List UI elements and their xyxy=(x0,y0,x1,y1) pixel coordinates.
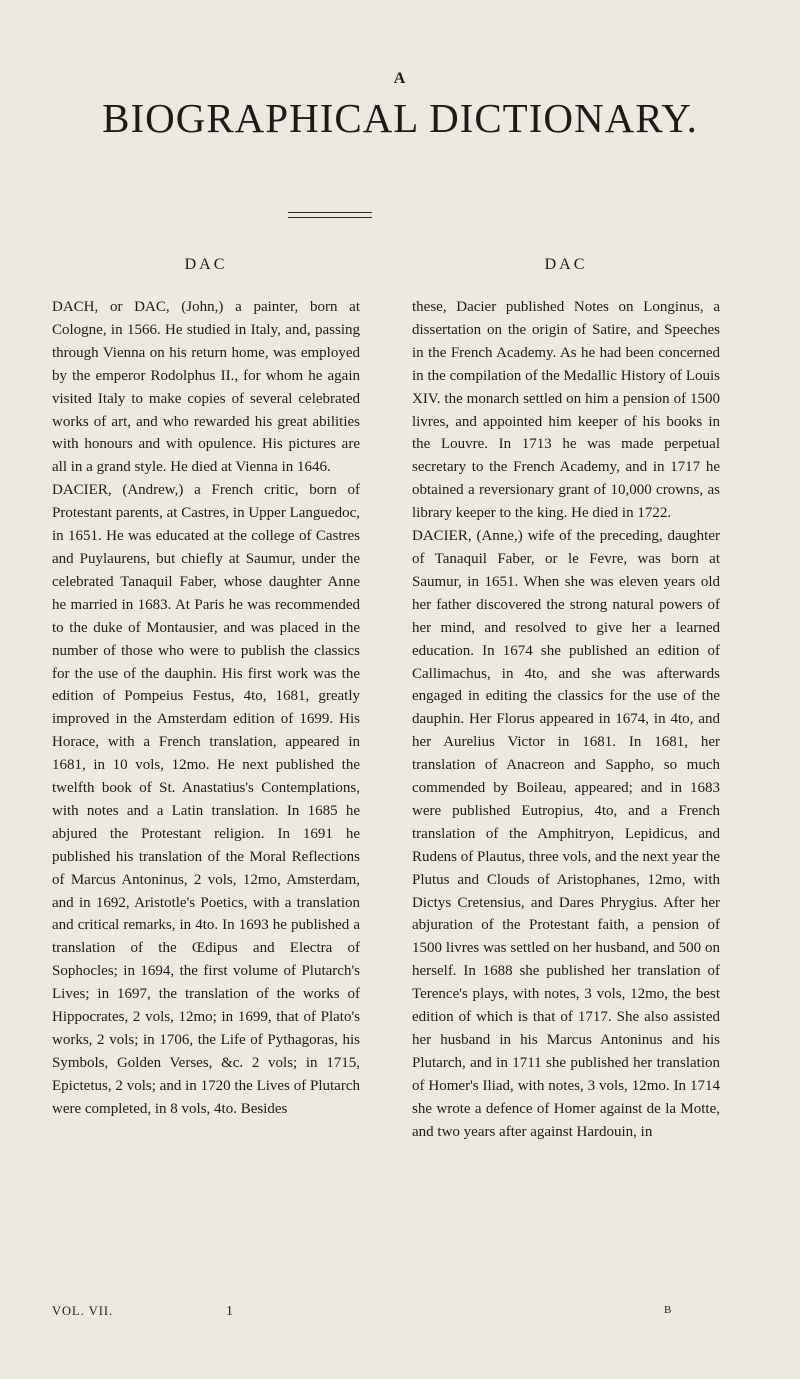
entry-dacier-andrew: DACIER, (Andrew,) a French critic, born of Protestant parents, at Castres, in Upper Languedoc, in 1651. He was educated at the college of Castres and Puylaurens, but chiefly at Saumur, under the celebrated Tanaquil Faber, whose daughter Anne he married in 1683. At Paris he was recommended to the duke of Montausier, and was placed in the number of those who were to publish the classics for the use of the dauphin. His first work was the edition of Pompeius Festus, 4to, 1681, greatly improved in the Amsterdam edition of 1699. His Horace, with a French translation, appeared in 1681, in 10 vols, 12mo. He next published the twelfth book of St. Anastatius's Contemplations, with notes and a Latin translation. In 1685 he abjured the Protestant religion. In 1691 he published his translation of the Moral Reflections of Marcus Antoninus, 2 vols, 12mo, Amsterdam, and in 1692, Aristotle's Poetics, with a translation and critical remarks, in 4to. In 1693 he published a translation of the Œdipus and Electra of Sophocles; in 1694, the first volume of Plutarch's Lives; in 1697, the translation of the works of Hippocrates, 2 vols, 12mo; in 1699, that of Plato's works, 2 vols; in 1706, the Life of Pythagoras, his Symbols, Golden Verses, &c. 2 vols; in 1715, Epictetus, 2 vols; and in 1720 the Lives of Plutarch were completed, in 8 vols, 4to. Besides xyxy=(52,482,360,1117)
entry-dach: DACH, or DAC, (John,) a painter, born at Cologne, in 1566. He studied in Italy, and, passing through Vienna on his return home, was employed by the emperor Rodolphus II., for whom he again visited Italy to make copies of several celebrated works of art, and who rewarded his great abilities with honours and with opulence. His pictures are all in a grand style. He died at Vienna in 1646. xyxy=(52,299,360,476)
running-head-right: DAC xyxy=(544,256,588,273)
catchword: B xyxy=(664,1304,673,1316)
running-head-left: DAC xyxy=(184,256,228,273)
signature-mark: 1 xyxy=(226,1304,234,1319)
title-rule-lower xyxy=(288,217,372,218)
volume-label: VOL. VII. xyxy=(52,1304,114,1318)
right-column xyxy=(412,296,720,1144)
section-letter: A xyxy=(393,70,407,87)
title-rule-upper xyxy=(288,212,372,213)
left-column xyxy=(52,296,360,1121)
page-title: BIOGRAPHICAL DICTIONARY. xyxy=(102,95,698,141)
entry-dacier-andrew-continued: these, Dacier published Notes on Longinus, a dissertation on the origin of Satire, and Speeches in the French Academy. As he had been concerned in the compilation of the Medallic History of Louis XIV. the monarch settled on him a pension of 1500 livres, and appointed him keeper of his books in the Louvre. In 1713 he was made perpetual secretary to the French Academy, and in 1717 he obtained a reversionary grant of 10,000 crowns, as library keeper to the king. He died in 1722. xyxy=(412,299,720,522)
entry-dacier-anne: DACIER, (Anne,) wife of the preceding, daughter of Tanaquil Faber, or le Fevre, was born at Saumur, in 1651. When she was eleven years old her father discovered the strong natural powers of her mind, and resolved to give her a learned education. In 1674 she published an edition of Callimachus, in 4to, and she was afterwards engaged in editing the classics for the use of the dauphin. Her Florus appeared in 1674, in 4to, and her Aurelius Victor in 1681. In 1681, her translation of Anacreon and Sappho, so much commended by Boileau, appeared; and in 1683 were published Eutropius, 4to, and a French translation of the Amphitryon, Lepidicus, and Rudens of Plautus, three vols, and the next year the Plutus and Clouds of Aristophanes, 12mo, with Dictys Cretensius, and Dares Phrygius. After her abjuration of the Protestant faith, a pension of 1500 livres was settled on her husband, and 500 on herself. In 1688 she published her translation of Terence's plays, with notes, 3 vols, 12mo, the best edition of which is that of 1717. She also assisted her husband in his Marcus Antoninus and his Plutarch, and in 1711 she published her translation of Homer's Iliad, with notes, 3 vols, 12mo. In 1714 she wrote a defence of Homer against de la Motte, and two years after against Hardouin, in xyxy=(412,528,720,1140)
